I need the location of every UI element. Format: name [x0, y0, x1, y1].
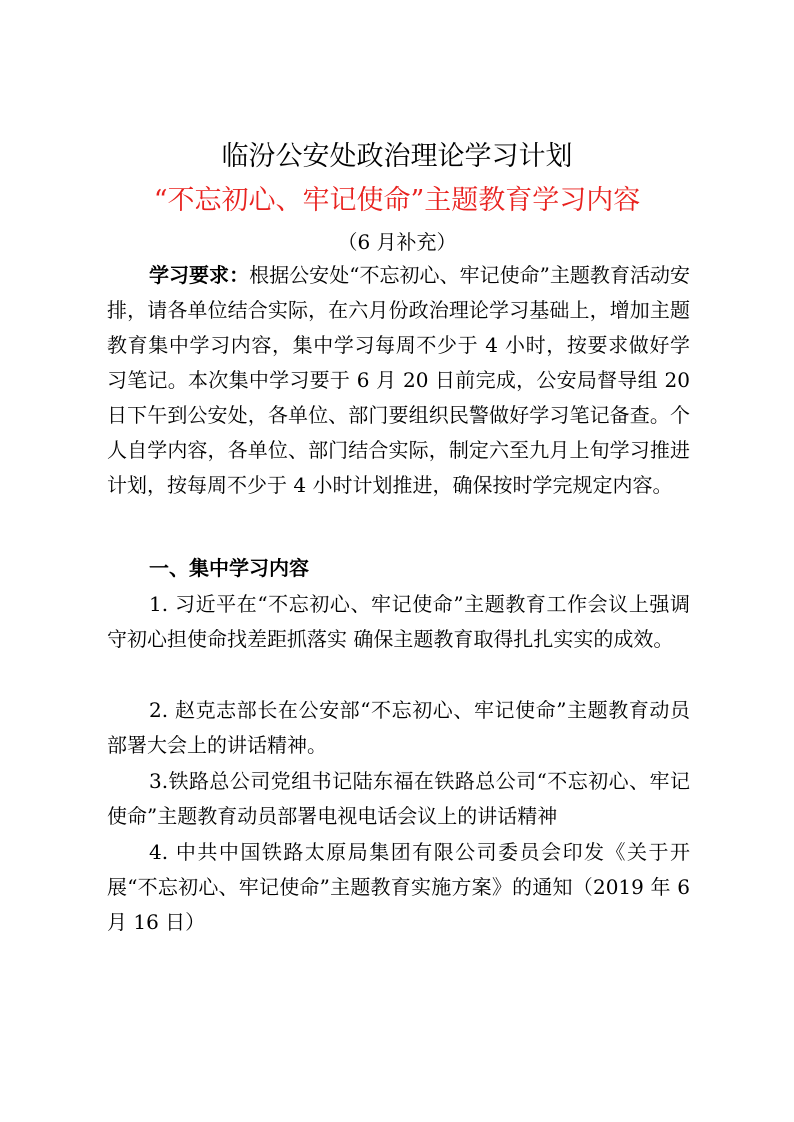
supplement-note: （6 月补充）: [337, 230, 457, 254]
document-subtitle: “不忘初心、牢记使命”主题教育学习内容: [153, 185, 641, 216]
requirement-label: 学习要求：: [149, 263, 250, 287]
study-requirement-paragraph: [107, 258, 690, 503]
study-item-3: 3.铁路总公司党组书记陆东福在铁路总公司“不忘初心、牢记使命”主题教育动员部署电视电话会议上的讲话精神: [107, 769, 690, 828]
study-item-4: 4. 中共中国铁路太原局集团有限公司委员会印发《关于开展“不忘初心、牢记使命”主题教育实施方案》的通知（2019 年 6 月 16 日）: [107, 840, 690, 934]
requirement-text: 根据公安处“不忘初心、牢记使命”主题教育活动安排，请各单位结合实际，在六月份政治理论学习基础上，增加主题教育集中学习内容，集中学习每周不少于 4 小时，按要求做好学习笔记。本次集中学习要于 6 月 20 日前完成，公安局督导组 20 日下午到公安处，各单位、部门要组织民警做好学习笔记备查。个人自学内容，各单位、部门结合实际，制定六至九月上旬学习推进计划，按每周不少于 4 小时计划推进，确保按时学完规定内容。: [107, 263, 691, 497]
study-item-2: 2. 赵克志部长在公安部“不忘初心、牢记使命”主题教育动员部署大会上的讲话精神。: [107, 698, 690, 757]
document-title: 临汾公安处政治理论学习计划: [221, 141, 573, 172]
study-item-1: 1. 习近平在“不忘初心、牢记使命”主题教育工作会议上强调 守初心担使命找差距抓落实 确保主题教育取得扎扎实实的成效。: [107, 592, 690, 651]
section-heading-centralized-study: 一、集中学习内容: [149, 556, 309, 580]
